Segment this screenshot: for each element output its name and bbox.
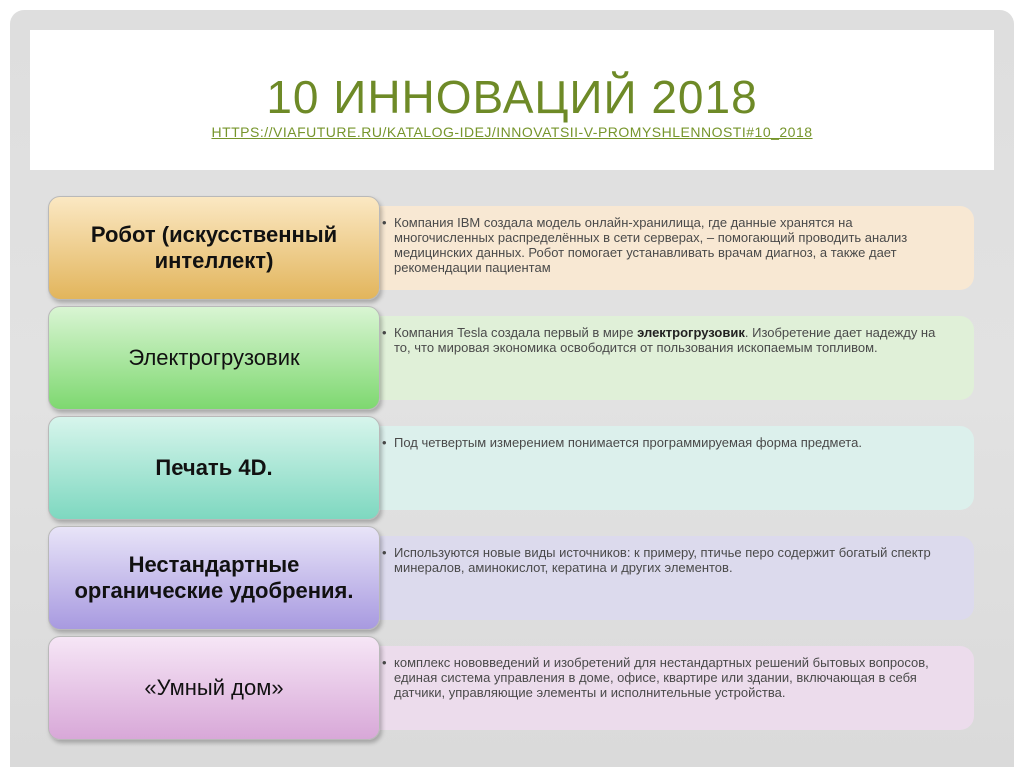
innovation-card: Электрогрузовик <box>48 306 380 410</box>
text-part: . Изобретение дает надежду на то, что мировая экономика освободится от пользования ископаемым топливом. <box>394 325 936 355</box>
description-panel <box>374 536 974 620</box>
innovation-card: «Умный дом» <box>48 636 380 740</box>
source-link[interactable]: HTTPS://VIAFUTURE.RU/KATALOG-IDEJ/INNOVATSII-V-PROMYSHLENNOSTI#10_2018 <box>211 124 813 140</box>
bullet-icon: • <box>382 545 387 560</box>
description-text: Используются новые виды источников: к примеру, птичье перо содержит богатый спектр минералов, аминокислот, кератина и других элементов. <box>394 545 931 575</box>
description-panel <box>374 316 974 400</box>
innovation-row-robot <box>0 196 1024 302</box>
text-part: Компания Tesla создала первый в мире <box>394 325 638 340</box>
description-text: Компания IBM создала модель онлайн-хранилища, где данные хранятся на многочисленных распределённых в сети серверах, – помогающий проводить анализ медицинских данных. Робот помогает устанавливать врачам диагноз, а также дает рекомендации пациентам <box>394 215 908 275</box>
bullet-icon: • <box>382 325 387 340</box>
innovation-row-fertilizer <box>0 526 1024 632</box>
innovation-card: Робот (искусственный интеллект) <box>48 196 380 300</box>
description-panel <box>374 206 974 290</box>
description-text: комплекс нововведений и изобретений для нестандартных решений бытовых вопросов, единая система управления в доме, офисе, квартире или здании, включающая в себя датчики, управляющие элементы и исполнительные устройства. <box>394 655 929 700</box>
bullet-icon: • <box>382 435 387 450</box>
innovation-row-truck <box>0 306 1024 412</box>
description-panel <box>374 426 974 510</box>
title-box <box>30 30 994 170</box>
innovation-card: Нестандартные органические удобрения. <box>48 526 380 630</box>
innovation-row-smart-home <box>0 636 1024 742</box>
bullet-icon: • <box>382 215 387 230</box>
innovation-card: Печать 4D. <box>48 416 380 520</box>
description-text <box>382 325 946 355</box>
description-panel <box>374 646 974 730</box>
highlighted-term: электрогрузовик <box>637 325 745 340</box>
slide-title: 10 ИННОВАЦИЙ 2018 <box>266 71 758 123</box>
bullet-icon: • <box>382 655 387 670</box>
innovation-row-4d-print <box>0 416 1024 522</box>
description-text: Под четвертым измерением понимается программируемая форма предмета. <box>394 435 862 450</box>
